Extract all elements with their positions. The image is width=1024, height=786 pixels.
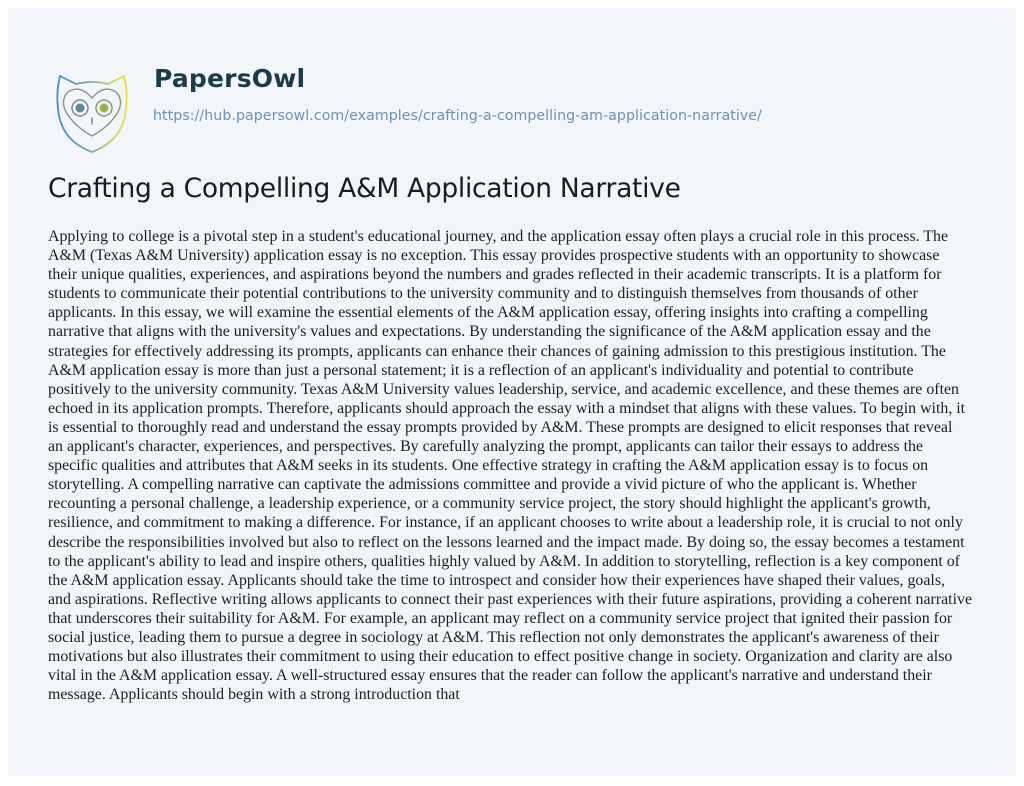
- body-line: is essential to thoroughly read and understand the essay prompts provided by A&M. These prompts are designed to elicit responses that reveal: [48, 418, 953, 436]
- body-line: vital in the A&M application essay. A well-structured essay ensures that the reader can follow the applicant's narrative and understand their: [48, 667, 932, 685]
- body-line: Applying to college is a pivotal step in a student's educational journey, and the application essay often plays a crucial role in this process. The: [48, 228, 949, 245]
- body-line: to the applicant's ability to lead and inspire others, qualities highly valued by A&M. In addition to storytelling, reflection is a key component of: [48, 552, 960, 570]
- body-line: echoed in its application prompts. Therefore, applicants should approach the essay with a mindset that aligns with these values. To begin with, it: [48, 399, 966, 417]
- body-line: social justice, leading them to pursue a degree in sociology at A&M. This reflection not only demonstrates the applicant's awareness of their: [48, 628, 939, 646]
- body-line: storytelling. A compelling narrative can captivate the admissions committee and provide a vivid picture of who the applicant is. Whether: [48, 476, 917, 494]
- brand-name[interactable]: PapersOwl: [154, 64, 306, 93]
- site-header: [8, 8, 1016, 158]
- body-line: specific qualities and attributes that A&M seeks in its students. One effective strategy in crafting the A&M application essay is to focus on: [48, 457, 929, 475]
- article-title: Crafting a Compelling A&M Application Narrative: [48, 173, 681, 204]
- body-line: A&M (Texas A&M University) application essay is no exception. This essay provides prospective students with an opportunity to showcase: [48, 247, 940, 265]
- body-line: applicants. In this essay, we will examine the essential elements of the A&M application essay, offering insights into crafting a compelling: [48, 304, 928, 322]
- body-line: an applicant's character, experiences, and perspectives. By carefully analyzing the prompt, applicants can tailor their essays to address the: [48, 438, 923, 456]
- body-line: narrative that aligns with the university's values and expectations. By understanding the significance of the A&M application essay and the: [48, 323, 931, 341]
- source-url-link[interactable]: https://hub.papersowl.com/examples/crafting-a-compelling-am-application-narrative/: [153, 108, 762, 124]
- owl-logo-icon: [50, 66, 134, 158]
- body-line: positively to the university community. Texas A&M University values leadership, service, and academic excellence, and these themes are often: [48, 380, 959, 398]
- article-body: [48, 227, 1008, 704]
- body-line: strategies for effectively addressing its prompts, applicants can enhance their chances of gaining admission to this prestigious institution. The: [48, 342, 946, 360]
- body-line: motivations but also illustrates their commitment to using their education to effect positive change in society. Organization and clarity are also: [48, 648, 953, 666]
- body-line: students to communicate their potential contributions to the university community and to distinguish themselves from thousands of other: [48, 285, 918, 303]
- body-line: A&M application essay is more than just a personal statement; it is a reflection of an applicant's individuality and potential to contribute: [48, 361, 914, 379]
- page-panel: [8, 8, 1016, 776]
- body-line: describe the responsibilities involved but also to reflect on the lessons learned and the impact made. By doing so, the essay becomes a testament: [48, 533, 965, 551]
- body-line: resilience, and commitment to making a difference. For instance, if an applicant chooses to write about a leadership role, it is crucial to not only: [48, 514, 963, 532]
- body-line: that underscores their suitability for A&M. For example, an applicant may reflect on a community service project that ignited their passion for: [48, 609, 953, 627]
- body-line: recounting a personal challenge, a leadership experience, or a community service project, the story should highlight the applicant's growth,: [48, 495, 931, 513]
- body-line: and aspirations. Reflective writing allows applicants to connect their past experiences with their future aspirations, providing a coherent narrative: [48, 590, 973, 608]
- body-line: the A&M application essay. Applicants should take the time to introspect and consider how their experiences have shaped their values, goals,: [48, 571, 945, 589]
- body-line: message. Applicants should begin with a strong introduction that: [48, 686, 460, 704]
- body-line: their unique qualities, experiences, and aspirations beyond the numbers and grades reflected in their academic transcripts. It is a platform for: [48, 266, 942, 284]
